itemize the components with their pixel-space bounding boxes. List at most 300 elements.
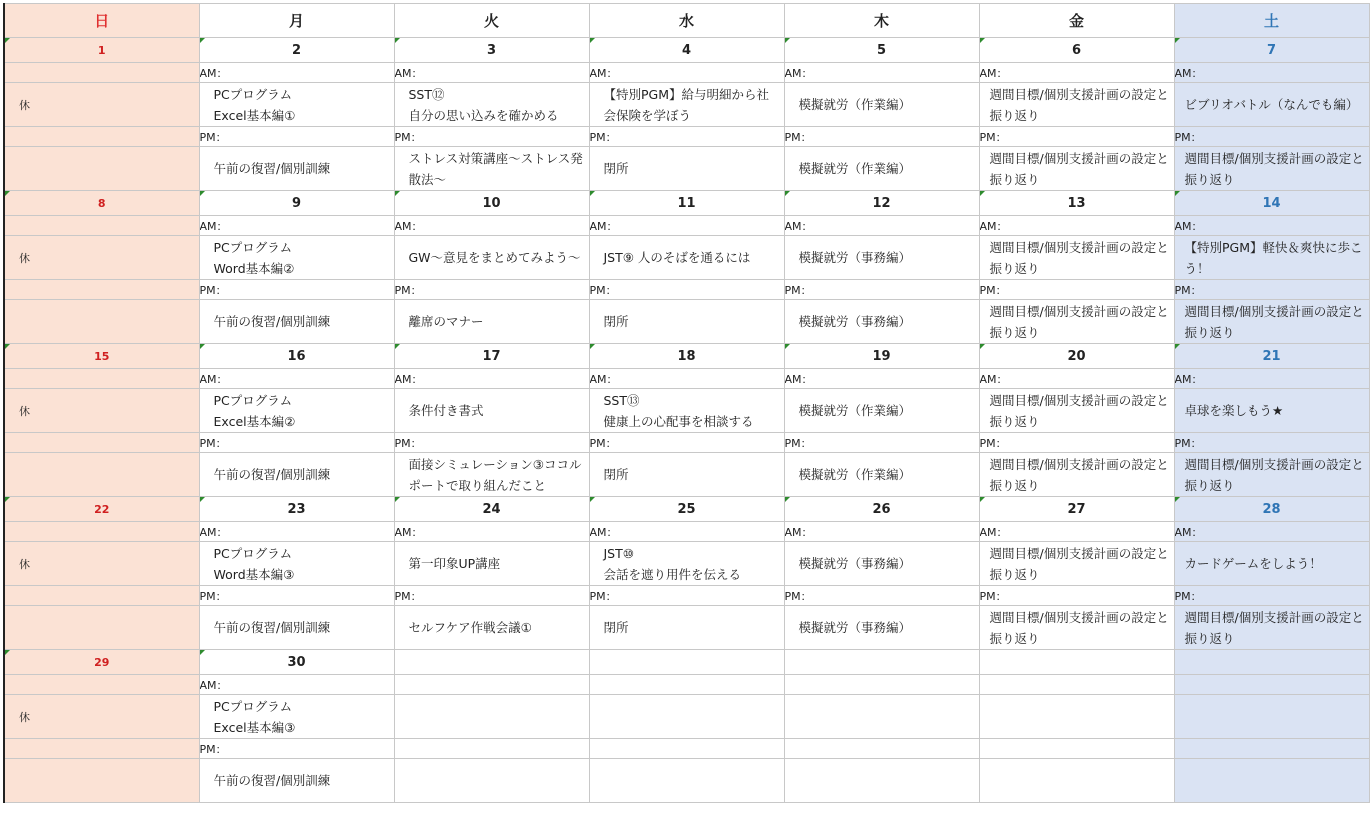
pm-schedule-cell[interactable] [979,300,1174,344]
pm-schedule-cell[interactable] [4,606,199,650]
am-program-text: カードゲームをしよう！ [1184,556,1322,571]
am-label-cell[interactable] [1174,63,1369,83]
pm-content-row [4,453,1369,497]
am-program-text: 模擬就労（作業編） [798,403,912,418]
pm-label-cell[interactable] [199,433,394,453]
pm-label: PM： [199,589,227,603]
am-label: AM： [979,525,1008,539]
am-schedule-cell[interactable] [784,389,979,433]
pm-schedule-cell[interactable] [589,147,784,191]
am-label: AM： [979,219,1008,233]
date-number: 12 [872,195,891,211]
am-label-cell[interactable] [199,522,394,542]
am-schedule-cell[interactable] [4,83,199,127]
date-cell[interactable] [979,344,1174,369]
pm-label-cell[interactable] [979,586,1174,606]
am-schedule-cell[interactable] [589,542,784,586]
cell-comment-marker-icon [590,38,595,43]
cell-comment-marker-icon [200,191,205,196]
am-label-cell[interactable] [784,369,979,389]
am-schedule-cell[interactable] [1174,83,1369,127]
am-schedule-cell[interactable] [589,236,784,280]
date-cell[interactable] [784,497,979,522]
am-schedule-cell[interactable] [4,695,199,739]
pm-label-cell[interactable] [589,739,784,759]
cell-comment-marker-icon [590,497,595,502]
am-label: AM： [979,372,1008,386]
pm-schedule-cell[interactable] [979,606,1174,650]
date-row [4,191,1369,216]
cell-comment-marker-icon [395,344,400,349]
pm-label-cell[interactable] [1174,586,1369,606]
pm-schedule-cell[interactable] [394,759,589,803]
pm-label-cell[interactable] [394,739,589,759]
am-program-text: PCプログラム Excel基本編① [213,86,296,123]
pm-label-cell[interactable] [979,280,1174,300]
pm-program-text: 閉所 [603,161,629,176]
date-cell[interactable] [979,650,1174,675]
pm-content-row [4,300,1369,344]
pm-schedule-cell[interactable] [784,606,979,650]
pm-content-row [4,606,1369,650]
am-content-row [4,83,1369,127]
am-label-cell[interactable] [784,216,979,236]
date-cell[interactable] [199,38,394,63]
pm-schedule-cell[interactable] [4,453,199,497]
pm-schedule-cell[interactable] [199,453,394,497]
pm-label: PM： [979,130,1007,144]
pm-program-text: 午前の復習/個別訓練 [213,467,331,482]
am-label-cell[interactable] [979,675,1174,695]
am-program-text: 週間目標/個別支援計画の設定と振り返り [989,86,1169,123]
pm-schedule-cell[interactable] [979,453,1174,497]
am-label: AM： [199,219,228,233]
cell-comment-marker-icon [5,497,10,502]
am-program-text: 卓球を楽しもう★ [1184,403,1284,418]
cell-comment-marker-icon [590,344,595,349]
date-number: 9 [291,195,302,211]
date-cell[interactable] [1174,650,1369,675]
am-schedule-cell[interactable] [784,236,979,280]
pm-program-text: 閉所 [603,314,629,329]
date-cell[interactable] [394,191,589,216]
pm-content-row [4,759,1369,803]
date-number: 13 [1067,195,1086,211]
pm-program-text: 午前の復習/個別訓練 [213,161,331,176]
cell-comment-marker-icon [395,497,400,502]
date-cell[interactable] [394,650,589,675]
am-program-text: 条件付き書式 [408,403,484,418]
pm-label: PM： [199,436,227,450]
pm-label: PM： [1174,589,1202,603]
cell-comment-marker-icon [785,344,790,349]
date-number: 6 [1071,42,1082,58]
pm-label: PM： [199,742,227,756]
weekday-label: 水 [678,12,694,30]
pm-label-cell[interactable] [1174,433,1369,453]
date-cell[interactable] [589,191,784,216]
cell-comment-marker-icon [200,344,205,349]
date-cell[interactable] [784,38,979,63]
date-cell[interactable] [4,650,199,675]
weekday-header-row [4,4,1369,38]
cell-comment-marker-icon [5,191,10,196]
pm-schedule-cell[interactable] [394,606,589,650]
am-schedule-cell[interactable] [589,695,784,739]
date-cell[interactable] [4,344,199,369]
pm-label-cell[interactable] [4,127,199,147]
date-number: 29 [94,655,110,669]
am-schedule-cell[interactable] [394,695,589,739]
pm-label-cell[interactable] [979,739,1174,759]
pm-label-cell[interactable] [784,433,979,453]
am-label: AM： [199,678,228,692]
pm-label-cell[interactable] [784,739,979,759]
date-row [4,344,1369,369]
pm-label-cell[interactable] [784,280,979,300]
am-schedule-cell[interactable] [1174,695,1369,739]
am-label-cell[interactable] [784,675,979,695]
pm-label-cell[interactable] [589,127,784,147]
pm-label: PM： [589,130,617,144]
am-label: AM： [784,219,813,233]
cell-comment-marker-icon [200,38,205,43]
pm-schedule-cell[interactable] [1174,759,1369,803]
am-schedule-cell[interactable] [4,236,199,280]
date-number: 28 [1262,501,1281,517]
am-schedule-cell[interactable] [394,236,589,280]
am-label-cell[interactable] [979,369,1174,389]
pm-schedule-cell[interactable] [784,300,979,344]
am-label-cell[interactable] [394,63,589,83]
am-label-cell[interactable] [199,216,394,236]
pm-label-cell[interactable] [589,586,784,606]
date-cell[interactable] [589,650,784,675]
am-program-text: 【特別PGM】軽快＆爽快に歩こう！ [1184,239,1363,276]
date-cell[interactable] [1174,38,1369,63]
pm-schedule-cell[interactable] [4,147,199,191]
am-label: AM： [784,525,813,539]
am-schedule-cell[interactable] [199,83,394,127]
am-label: AM： [784,66,813,80]
am-label-cell[interactable] [589,369,784,389]
am-schedule-cell[interactable] [199,695,394,739]
date-cell[interactable] [589,344,784,369]
pm-program-text: 面接シミュレーション③ココルポートで取り組んだこと [408,456,582,493]
date-number: 27 [1067,501,1086,517]
pm-label-row [4,586,1369,606]
am-label: AM： [589,372,618,386]
am-program-text: 模擬就労（作業編） [798,97,912,112]
pm-program-text: 閉所 [603,467,629,482]
date-cell[interactable] [394,344,589,369]
am-content-row [4,389,1369,433]
weekday-header-mon[interactable] [199,4,394,38]
cell-comment-marker-icon [980,191,985,196]
weekday-header-sat[interactable] [1174,4,1369,38]
am-label-cell[interactable] [4,675,199,695]
pm-program-text: 模擬就労（作業編） [798,467,912,482]
am-program-text: 模擬就労（事務編） [798,250,912,265]
date-number: 26 [872,501,891,517]
pm-schedule-cell[interactable] [784,759,979,803]
am-schedule-cell[interactable] [589,389,784,433]
pm-label-cell[interactable] [1174,739,1369,759]
am-label-cell[interactable] [1174,675,1369,695]
pm-program-text: 模擬就労（作業編） [798,161,912,176]
pm-label-cell[interactable] [4,433,199,453]
am-label-cell[interactable] [1174,522,1369,542]
pm-label-cell[interactable] [199,127,394,147]
am-label-cell[interactable] [784,522,979,542]
rest-day-label: 休 [19,98,30,112]
pm-label: PM： [199,130,227,144]
cell-comment-marker-icon [1175,344,1180,349]
pm-schedule-cell[interactable] [784,147,979,191]
am-schedule-cell[interactable] [979,83,1174,127]
pm-label: PM： [394,589,422,603]
am-content-row [4,695,1369,739]
am-label-cell[interactable] [199,369,394,389]
am-schedule-cell[interactable] [199,389,394,433]
pm-program-text: 週間目標/個別支援計画の設定と振り返り [989,609,1169,646]
date-cell[interactable] [199,344,394,369]
pm-label-cell[interactable] [4,739,199,759]
pm-schedule-cell[interactable] [199,300,394,344]
pm-schedule-cell[interactable] [1174,453,1369,497]
pm-schedule-cell[interactable] [199,147,394,191]
pm-label-cell[interactable] [784,586,979,606]
weekday-header-fri[interactable] [979,4,1174,38]
am-schedule-cell[interactable] [784,695,979,739]
date-cell[interactable] [199,650,394,675]
am-label-cell[interactable] [589,63,784,83]
am-label-cell[interactable] [979,216,1174,236]
rest-day-label: 休 [19,404,30,418]
am-label: AM： [1174,372,1203,386]
cell-comment-marker-icon [980,497,985,502]
cell-comment-marker-icon [1175,38,1180,43]
am-schedule-cell[interactable] [979,236,1174,280]
weekday-label: 金 [1068,12,1084,30]
am-schedule-cell[interactable] [979,389,1174,433]
am-label: AM： [1174,525,1203,539]
pm-schedule-cell[interactable] [589,300,784,344]
pm-label: PM： [979,283,1007,297]
am-label: AM： [394,66,423,80]
pm-schedule-cell[interactable] [199,606,394,650]
weekday-label: 月 [288,12,304,30]
pm-schedule-cell[interactable] [199,759,394,803]
am-label-cell[interactable] [4,522,199,542]
date-number: 8 [97,196,106,210]
pm-label-cell[interactable] [199,739,394,759]
am-schedule-cell[interactable] [1174,542,1369,586]
date-number: 25 [677,501,696,517]
am-label-cell[interactable] [979,522,1174,542]
am-label-cell[interactable] [1174,369,1369,389]
pm-label: PM： [784,436,812,450]
am-schedule-cell[interactable] [394,542,589,586]
am-schedule-cell[interactable] [199,236,394,280]
pm-label: PM： [1174,283,1202,297]
pm-label-cell[interactable] [199,586,394,606]
cell-comment-marker-icon [980,38,985,43]
pm-schedule-cell[interactable] [589,606,784,650]
date-number: 17 [482,348,501,364]
rest-day-label: 休 [19,557,30,571]
date-cell[interactable] [1174,344,1369,369]
am-label-row [4,216,1369,236]
am-label-cell[interactable] [394,522,589,542]
pm-schedule-cell[interactable] [589,759,784,803]
am-label-cell[interactable] [4,369,199,389]
am-label-row [4,369,1369,389]
pm-program-text: 週間目標/個別支援計画の設定と振り返り [989,303,1169,340]
pm-label: PM： [394,130,422,144]
pm-label-cell[interactable] [4,280,199,300]
am-label-cell[interactable] [4,216,199,236]
pm-label-cell[interactable] [394,127,589,147]
am-program-text: GW～意見をまとめてみよう～ [408,250,581,265]
am-label-cell[interactable] [784,63,979,83]
pm-program-text: 週間目標/個別支援計画の設定と振り返り [1184,303,1364,340]
pm-label-cell[interactable] [979,127,1174,147]
pm-program-text: 午前の復習/個別訓練 [213,773,331,788]
am-label-cell[interactable] [394,675,589,695]
pm-label: PM： [979,589,1007,603]
pm-schedule-cell[interactable] [4,300,199,344]
pm-schedule-cell[interactable] [394,300,589,344]
am-program-text: JST⑨ 人のそばを通るには [603,250,751,265]
am-schedule-cell[interactable] [1174,389,1369,433]
am-label: AM： [1174,66,1203,80]
am-schedule-cell[interactable] [4,389,199,433]
pm-schedule-cell[interactable] [394,453,589,497]
weekday-header-tue[interactable] [394,4,589,38]
pm-schedule-cell[interactable] [589,453,784,497]
am-program-text: PCプログラム Excel基本編③ [213,698,296,735]
date-number: 23 [287,501,306,517]
date-cell[interactable] [1174,497,1369,522]
date-cell[interactable] [199,191,394,216]
pm-schedule-cell[interactable] [1174,147,1369,191]
weekday-label: 日 [94,12,110,30]
am-program-text: 週間目標/個別支援計画の設定と振り返り [989,239,1169,276]
date-number: 18 [677,348,696,364]
am-program-text: JST⑩ 会話を遮り用件を伝える [603,545,742,582]
date-cell[interactable] [784,191,979,216]
pm-schedule-cell[interactable] [979,147,1174,191]
date-cell[interactable] [784,344,979,369]
pm-schedule-cell[interactable] [1174,300,1369,344]
pm-label-cell[interactable] [1174,280,1369,300]
date-cell[interactable] [4,38,199,63]
am-label-row [4,522,1369,542]
pm-label-cell[interactable] [1174,127,1369,147]
date-cell[interactable] [784,650,979,675]
am-label-cell[interactable] [394,216,589,236]
date-cell[interactable] [4,497,199,522]
am-schedule-cell[interactable] [4,542,199,586]
am-label: AM： [979,66,1008,80]
pm-label-cell[interactable] [394,586,589,606]
pm-schedule-cell[interactable] [1174,606,1369,650]
pm-label-cell[interactable] [979,433,1174,453]
pm-schedule-cell[interactable] [979,759,1174,803]
am-schedule-cell[interactable] [979,542,1174,586]
am-schedule-cell[interactable] [394,389,589,433]
pm-schedule-cell[interactable] [4,759,199,803]
am-label-cell[interactable] [1174,216,1369,236]
am-schedule-cell[interactable] [1174,236,1369,280]
date-number: 2 [291,42,302,58]
am-schedule-cell[interactable] [784,542,979,586]
am-label: AM： [199,372,228,386]
am-schedule-cell[interactable] [979,695,1174,739]
am-label-cell[interactable] [589,522,784,542]
am-schedule-cell[interactable] [199,542,394,586]
am-label-cell[interactable] [199,675,394,695]
pm-program-text: 週間目標/個別支援計画の設定と振り返り [1184,609,1364,646]
pm-program-text: 模擬就労（事務編） [798,314,912,329]
date-cell[interactable] [979,497,1174,522]
pm-schedule-cell[interactable] [784,453,979,497]
date-cell[interactable] [199,497,394,522]
pm-label-cell[interactable] [784,127,979,147]
am-schedule-cell[interactable] [589,83,784,127]
date-cell[interactable] [4,191,199,216]
weekday-header-thu[interactable] [784,4,979,38]
date-number: 15 [94,349,110,363]
date-cell[interactable] [589,497,784,522]
weekday-header-wed[interactable] [589,4,784,38]
am-program-text: 第一印象UP講座 [408,556,501,571]
date-cell[interactable] [589,38,784,63]
am-label-cell[interactable] [589,216,784,236]
pm-label-cell[interactable] [589,433,784,453]
pm-label-cell[interactable] [199,280,394,300]
pm-label-row [4,127,1369,147]
cell-comment-marker-icon [395,191,400,196]
date-number: 7 [1266,42,1277,58]
am-label-cell[interactable] [199,63,394,83]
date-cell[interactable] [394,38,589,63]
pm-label-cell[interactable] [4,586,199,606]
pm-label-cell[interactable] [394,433,589,453]
am-label-cell[interactable] [979,63,1174,83]
am-label-cell[interactable] [394,369,589,389]
date-cell[interactable] [979,38,1174,63]
am-label-cell[interactable] [589,675,784,695]
am-schedule-cell[interactable] [394,83,589,127]
pm-schedule-cell[interactable] [394,147,589,191]
date-cell[interactable] [394,497,589,522]
pm-label-cell[interactable] [394,280,589,300]
cell-comment-marker-icon [5,650,10,655]
date-cell[interactable] [1174,191,1369,216]
pm-label-cell[interactable] [589,280,784,300]
date-cell[interactable] [979,191,1174,216]
am-label-cell[interactable] [4,63,199,83]
pm-label: PM： [589,589,617,603]
date-number: 22 [94,502,110,516]
am-content-row [4,236,1369,280]
weekday-header-sun[interactable] [4,4,199,38]
am-label: AM： [589,219,618,233]
pm-label: PM： [394,283,422,297]
am-schedule-cell[interactable] [784,83,979,127]
